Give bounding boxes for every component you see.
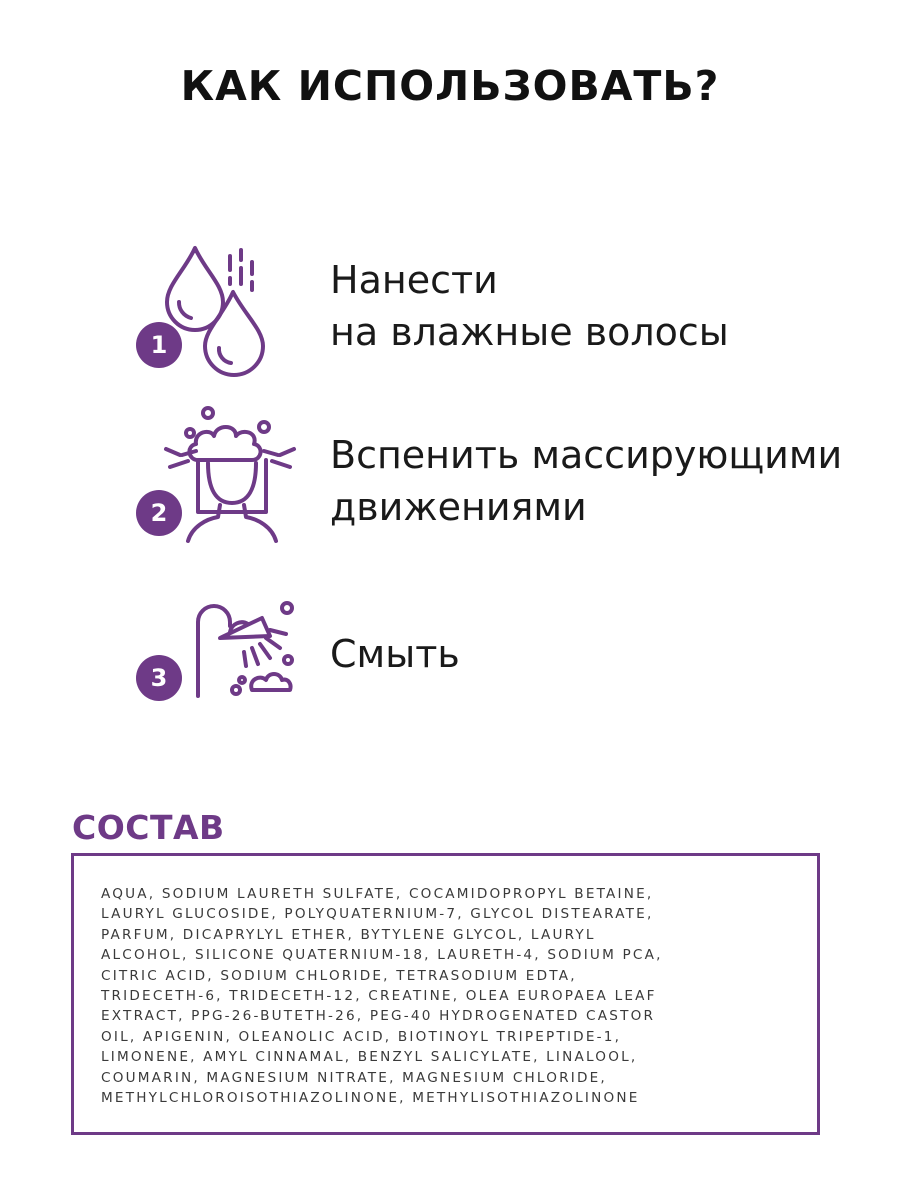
step-text [330,254,729,358]
step-text [330,628,460,680]
step-text-line: движениями [330,485,587,529]
step-number-badge: 3 [136,655,182,701]
shower-icon [190,598,300,703]
step-number-badge: 2 [136,490,182,536]
step-number-badge: 1 [136,322,182,368]
foam-hair-icon [160,405,305,550]
step-text [330,429,842,533]
composition-title: СОСТАВ [72,808,225,847]
step-text-line: Смыть [330,632,460,676]
step-text-line: на влажные волосы [330,310,729,354]
step-text-line: Вспенить массирующими [330,433,843,477]
composition-text: AQUA, SODIUM LAURETH SULFATE, COCAMIDOPROPYL BETAINE, LAURYL GLUCOSIDE, POLYQUATERNIUM-7, GLYCOL DISTEARATE, PARFUM, DICAPRYLYL ETHER, BYTYLENE GLYCOL, LAURYL ALCOHOL, SILICONE QUATERNIUM-18, LAURETH-4, SODIUM PCA, CITRIC ACID, SODIUM CHLORIDE, TETRASODIUM EDTA, TRIDECETH-6, TRIDECETH-12, CREATINE, OLEA EUROPAEA LEAF EXTRACT, PPG-26-BUTETH-26, PEG-40 HYDROGENATED CASTOR OIL, APIGENIN, OLEANOLIC ACID, BIOTINOYL TRIPEPTIDE-1, LIMONENE, AMYL CINNAMAL, BENZYL SALICYLATE, LINALOOL, COUMARIN, MAGNESIUM NITRATE, MAGNESIUM CHLORIDE, METHYLCHLOROISOTHIAZOLINONE, METHYLISOTHIAZOLINONE [101,886,663,1107]
composition-box [71,853,820,1135]
page-title: КАК ИСПОЛЬЗОВАТЬ? [180,62,720,110]
step-text-line: Нанести [330,258,498,302]
